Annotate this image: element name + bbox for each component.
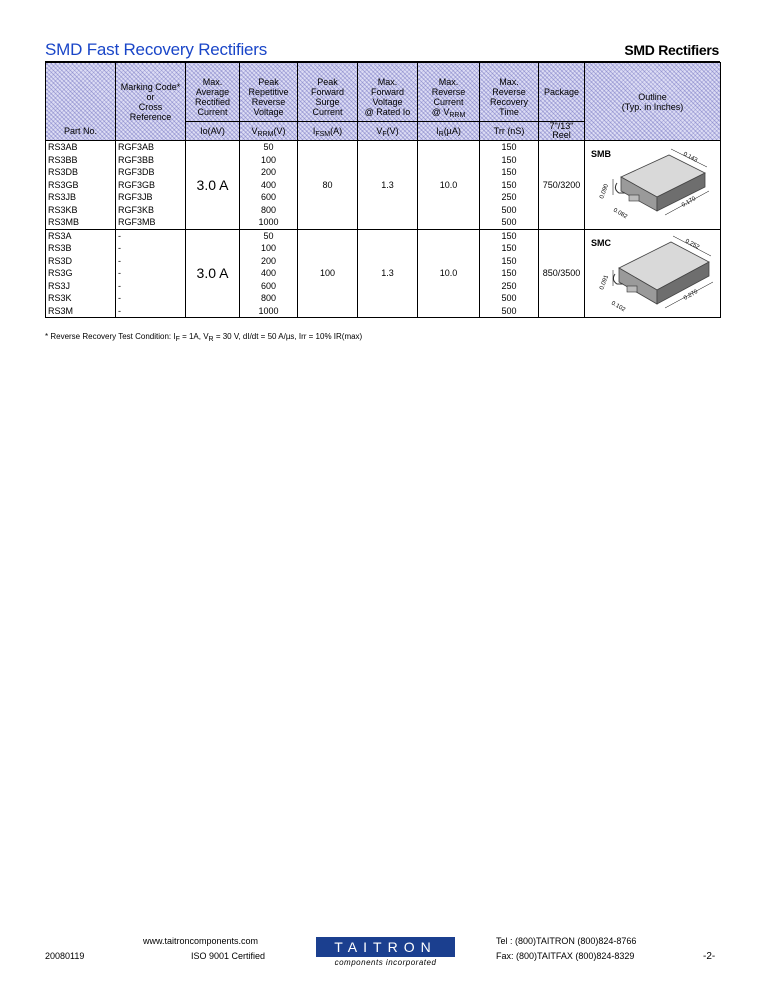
recovery-time: 150 (480, 267, 539, 280)
col-package: Package (539, 63, 585, 122)
taitron-logo (316, 937, 455, 967)
part-number: RS3DB (46, 166, 116, 179)
recovery-time: 500 (480, 204, 539, 217)
part-number: RS3GB (46, 179, 116, 192)
unit-trr: Trr (nS) (480, 122, 539, 141)
col-vf: Max. Forward Voltage @ Rated Io (358, 63, 418, 122)
unit-ir: $I_R(\mu A)$ (418, 122, 480, 141)
reverse-voltage: 100 (240, 242, 298, 255)
footnote: * Reverse Recovery Test Condition: $I_F = 1A$, $V_R = 30$ V, dI/dt = 50 A/µs, Irr = 10% IR(max) (45, 332, 363, 343)
recovery-time: 500 (480, 216, 539, 229)
col-part: Part No. (46, 63, 116, 141)
col-outline: Outline (Typ. in Inches) (585, 63, 721, 141)
marking-code: - (116, 280, 186, 293)
reverse-voltage: 600 (240, 280, 298, 293)
reverse-voltage: 200 (240, 255, 298, 268)
marking-code: - (116, 255, 186, 268)
package-name: SMC (591, 237, 611, 248)
lead-foot (629, 195, 639, 201)
dim-height-label: 0.090 (599, 183, 611, 200)
dim-lead-label: 0.082 (612, 207, 629, 221)
iso-label: ISO 9001 Certified (191, 951, 266, 961)
marking-code: - (116, 292, 186, 305)
part-number: RS3JB (46, 191, 116, 204)
recovery-time: 150 (480, 242, 539, 255)
reverse-voltage: 600 (240, 191, 298, 204)
reverse-voltage: 1000 (240, 216, 298, 229)
reverse-voltage: 1000 (240, 305, 298, 318)
col-marking: Marking Code* or Cross Reference (116, 63, 186, 141)
dim-length-label: 0.170 (681, 196, 698, 209)
lead-foot (627, 286, 637, 292)
recovery-time: 500 (480, 305, 539, 318)
reverse-voltage: 100 (240, 154, 298, 167)
tel-line: Tel : (800)TAITRON (800)824-8766 (496, 936, 637, 946)
header-row (46, 63, 721, 122)
part-number: RS3B (46, 242, 116, 255)
part-number: RS3J (46, 280, 116, 293)
table-row (46, 141, 721, 154)
marking-code: RGF3GB (116, 179, 186, 192)
col-current: Max. Average Rectified Current (186, 63, 240, 122)
forward-voltage: 1.3 (358, 141, 418, 230)
unit-package: 7"/13" Reel (539, 122, 585, 141)
category-title: SMD Rectifiers (624, 42, 719, 58)
col-ir: Max. Reverse Current @ $V_{RRM}$ (418, 63, 480, 122)
surge-current: 100 (298, 229, 358, 318)
recovery-time: 150 (480, 166, 539, 179)
recovery-time: 150 (480, 229, 539, 242)
forward-voltage: 1.3 (358, 229, 418, 318)
marking-code: RGF3KB (116, 204, 186, 217)
marking-code: RGF3BB (116, 154, 186, 167)
unit-vrrm: $V_{RRM}(V)$ (240, 122, 298, 141)
marking-code: - (116, 267, 186, 280)
reverse-current: 10.0 (418, 229, 480, 318)
dim-length-label: 0.270 (683, 288, 700, 302)
recovery-time: 500 (480, 292, 539, 305)
dim-height-label: 0.091 (599, 274, 611, 291)
unit-current: Io(AV) (186, 122, 240, 141)
col-ifsm: Peak Forward Surge Current (298, 63, 358, 122)
recovery-time: 250 (480, 191, 539, 204)
marking-code: RGF3DB (116, 166, 186, 179)
package-drawing (585, 141, 719, 231)
part-number: RS3KB (46, 204, 116, 217)
recovery-time: 150 (480, 154, 539, 167)
marking-code: - (116, 242, 186, 255)
part-number: RS3MB (46, 216, 116, 229)
marking-code: RGF3MB (116, 216, 186, 229)
unit-vf: $V_F(V)$ (358, 122, 418, 141)
part-number: RS3G (46, 267, 116, 280)
recovery-time: 150 (480, 141, 539, 154)
reel-qty: 750/3200 (539, 141, 585, 230)
dim-top-label: 0.143 (682, 151, 699, 164)
reverse-voltage: 50 (240, 229, 298, 242)
reverse-voltage: 800 (240, 292, 298, 305)
logo-tagline: components incorporated (334, 958, 437, 967)
dim-top-label: 0.252 (684, 237, 701, 251)
recovery-time: 150 (480, 255, 539, 268)
part-number: RS3AB (46, 141, 116, 154)
package-outline (585, 141, 721, 230)
part-number: RS3D (46, 255, 116, 268)
dim-lead-label: 0.102 (610, 300, 627, 313)
spec-table (45, 62, 721, 318)
package-drawing (585, 230, 719, 320)
page-title: SMD Fast Recovery Rectifiers (45, 40, 268, 59)
page-number: -2- (703, 951, 716, 962)
part-number: RS3A (46, 229, 116, 242)
reverse-voltage: 200 (240, 166, 298, 179)
fax-line: Fax: (800)TAITFAX (800)824-8329 (496, 951, 635, 961)
marking-code: - (116, 229, 186, 242)
package-name: SMB (591, 149, 611, 159)
doc-date: 20080119 (45, 951, 85, 961)
col-vrrm: Peak Repetitive Reverse Voltage (240, 63, 298, 122)
reel-qty: 850/3500 (539, 229, 585, 318)
part-number: RS3BB (46, 154, 116, 167)
part-number: RS3M (46, 305, 116, 318)
recovery-time: 150 (480, 179, 539, 192)
avg-current: 3.0 A (186, 229, 240, 318)
table-row (46, 229, 721, 242)
unit-ifsm: $I_{FSM}(A)$ (298, 122, 358, 141)
col-trr: Max. Reverse Recovery Time (480, 63, 539, 122)
marking-code: RGF3AB (116, 141, 186, 154)
surge-current: 80 (298, 141, 358, 230)
reverse-voltage: 50 (240, 141, 298, 154)
part-number: RS3K (46, 292, 116, 305)
website-link[interactable]: www.taitroncomponents.com (143, 936, 259, 946)
marking-code: RGF3JB (116, 191, 186, 204)
recovery-time: 250 (480, 280, 539, 293)
reverse-current: 10.0 (418, 141, 480, 230)
reverse-voltage: 400 (240, 179, 298, 192)
avg-current: 3.0 A (186, 141, 240, 230)
package-outline (585, 229, 721, 318)
reverse-voltage: 400 (240, 267, 298, 280)
logo-wordmark: TAITRON (316, 937, 455, 957)
marking-code: - (116, 305, 186, 318)
reverse-voltage: 800 (240, 204, 298, 217)
